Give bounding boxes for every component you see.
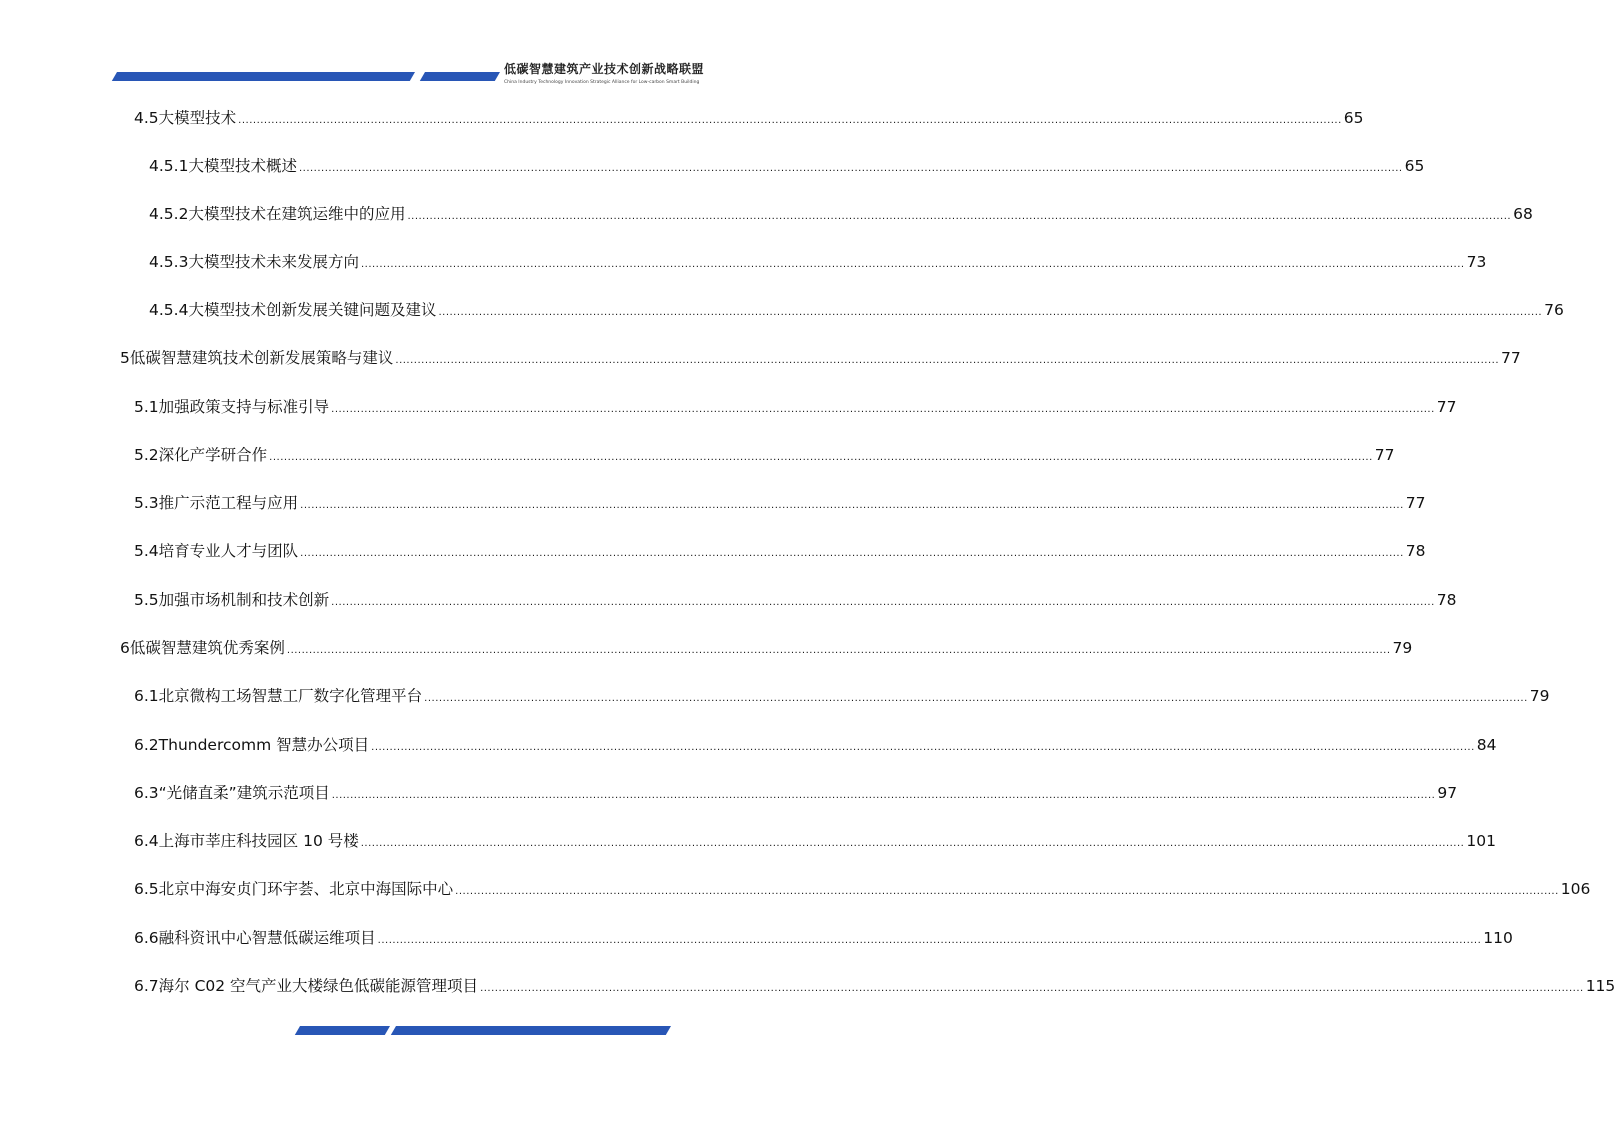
toc-page-number: 65	[1404, 157, 1425, 175]
dot-leader: ............................................................................................................................................................................................................................................................................................................	[269, 452, 1373, 463]
toc-page-number: 77	[1436, 398, 1457, 416]
toc-entry[interactable]	[134, 928, 1513, 951]
toc-number: 5.1	[134, 398, 159, 416]
toc-entry[interactable]	[149, 252, 1487, 275]
dot-leader: ............................................................................................................................................................................................................................................................................................................	[371, 742, 1475, 753]
toc-number: 6.3	[134, 784, 159, 802]
toc-page-number: 84	[1476, 736, 1497, 754]
toc-entry[interactable]	[149, 204, 1533, 227]
dot-leader: ............................................................................................................................................................................................................................................................................................................	[377, 935, 1482, 946]
toc-number: 6.5	[134, 880, 159, 898]
toc-title: 低碳智慧建筑优秀案例	[129, 639, 285, 657]
toc-page-number: 77	[1374, 446, 1395, 464]
toc-entry[interactable]	[134, 108, 1364, 131]
toc-entry[interactable]	[134, 541, 1426, 564]
toc-title: 大模型技术创新发展关键问题及建议	[188, 301, 437, 319]
dot-leader: ............................................................................................................................................................................................................................................................................................................	[395, 355, 1500, 366]
toc-page-number: 79	[1392, 639, 1413, 657]
toc-page-number: 65	[1343, 109, 1364, 127]
toc-number: 4.5.1	[149, 157, 189, 175]
toc-page-number: 106	[1560, 880, 1591, 898]
toc-page-number: 78	[1405, 542, 1426, 560]
toc-entry[interactable]	[134, 493, 1426, 516]
toc-entry[interactable]	[134, 831, 1496, 854]
toc-number: 6.4	[134, 832, 159, 850]
dot-leader: ............................................................................................................................................................................................................................................................................................................	[331, 790, 1436, 801]
toc-number: 6.1	[134, 687, 159, 705]
toc-entry[interactable]	[134, 445, 1395, 468]
toc-number: 4.5.4	[149, 301, 189, 319]
toc-page-number: 97	[1437, 784, 1458, 802]
toc-title: “光储直柔”建筑示范项目	[158, 784, 330, 802]
toc-page-number: 68	[1513, 205, 1533, 223]
toc-page-number: 101	[1466, 832, 1496, 850]
toc-entry[interactable]	[149, 156, 1425, 179]
toc-title: Thundercomm 智慧办公项目	[158, 736, 370, 754]
toc-entry[interactable]	[134, 783, 1458, 806]
toc-title: 低碳智慧建筑技术创新发展策略与建议	[129, 349, 394, 367]
header-title: 低碳智慧建筑产业技术创新战略联盟	[504, 62, 705, 76]
toc-number: 5.5	[134, 591, 159, 609]
dot-leader: ............................................................................................................................................................................................................................................................................................................	[300, 500, 1404, 511]
dot-leader: ............................................................................................................................................................................................................................................................................................................	[331, 404, 1435, 415]
toc-page-number: 115	[1585, 977, 1615, 995]
toc-title: 大模型技术	[158, 109, 237, 127]
toc-entry[interactable]	[149, 300, 1564, 323]
dot-leader: ............................................................................................................................................................................................................................................................................................................	[360, 838, 1465, 849]
toc-entry[interactable]	[134, 686, 1550, 709]
toc-number: 4.5.2	[149, 205, 189, 223]
toc-page-number: 110	[1483, 929, 1513, 947]
toc-title: 加强市场机制和技术创新	[158, 591, 330, 609]
toc-number: 6.6	[134, 929, 159, 947]
toc-title: 大模型技术在建筑运维中的应用	[188, 205, 406, 223]
toc-title: 培育专业人才与团队	[158, 542, 299, 560]
toc-page-number: 79	[1529, 687, 1550, 705]
dot-leader: ............................................................................................................................................................................................................................................................................................................	[331, 597, 1435, 608]
toc-number: 5.2	[134, 446, 159, 464]
toc-title: 海尔 C02 空气产业大楼绿色低碳能源管理项目	[158, 977, 479, 995]
toc-page-number: 77	[1501, 349, 1521, 367]
dot-leader: ............................................................................................................................................................................................................................................................................................................	[238, 115, 1342, 126]
toc-title: 大模型技术概述	[188, 157, 297, 175]
toc-title: 推广示范工程与应用	[158, 494, 299, 512]
toc-title: 大模型技术未来发展方向	[188, 253, 359, 271]
footer-bar-long	[391, 1026, 671, 1035]
toc-title: 上海市莘庄科技园区 10 号楼	[158, 832, 359, 850]
dot-leader: ............................................................................................................................................................................................................................................................................................................	[424, 693, 1528, 704]
dot-leader: ............................................................................................................................................................................................................................................................................................................	[407, 211, 1512, 222]
header-subtitle: China Industry Technology Innovation Strategic Alliance for Low-carbon Smart Building	[504, 80, 700, 85]
dot-leader: ............................................................................................................................................................................................................................................................................................................	[298, 163, 1403, 174]
dot-leader: ............................................................................................................................................................................................................................................................................................................	[360, 259, 1465, 270]
toc-page-number: 78	[1436, 591, 1457, 609]
toc-title: 北京微构工场智慧工厂数字化管理平台	[158, 687, 423, 705]
toc-title: 深化产学研合作	[158, 446, 268, 464]
toc-number: 6	[120, 639, 130, 657]
dot-leader: ............................................................................................................................................................................................................................................................................................................	[438, 307, 1543, 318]
toc-number: 6.2	[134, 736, 159, 754]
toc-page-number: 77	[1405, 494, 1426, 512]
toc-entry[interactable]	[134, 397, 1457, 420]
dot-leader: ............................................................................................................................................................................................................................................................................................................	[455, 886, 1559, 897]
toc-entry[interactable]	[134, 590, 1457, 613]
toc-page-number: 73	[1466, 253, 1487, 271]
toc-title: 融科资讯中心智慧低碳运维项目	[158, 929, 376, 947]
toc-title: 北京中海安贞门环宇荟、北京中海国际中心	[158, 880, 454, 898]
toc-entry[interactable]	[120, 638, 1413, 661]
toc-number: 6.7	[134, 977, 159, 995]
footer-bar-short	[295, 1026, 390, 1035]
toc-number: 4.5.3	[149, 253, 189, 271]
toc-number: 5	[120, 349, 130, 367]
dot-leader: ............................................................................................................................................................................................................................................................................................................	[480, 983, 1584, 994]
toc-number: 5.3	[134, 494, 159, 512]
dot-leader: ............................................................................................................................................................................................................................................................................................................	[300, 548, 1404, 559]
toc-entry[interactable]	[134, 976, 1615, 999]
toc-title: 加强政策支持与标准引导	[158, 398, 330, 416]
toc-entry[interactable]	[134, 879, 1591, 902]
toc-entry[interactable]	[134, 735, 1497, 758]
dot-leader: ............................................................................................................................................................................................................................................................................................................	[286, 645, 1391, 656]
toc-entry[interactable]	[120, 348, 1521, 371]
toc-number: 4.5	[134, 109, 159, 127]
toc-number: 5.4	[134, 542, 159, 560]
toc-page-number: 76	[1544, 301, 1564, 319]
